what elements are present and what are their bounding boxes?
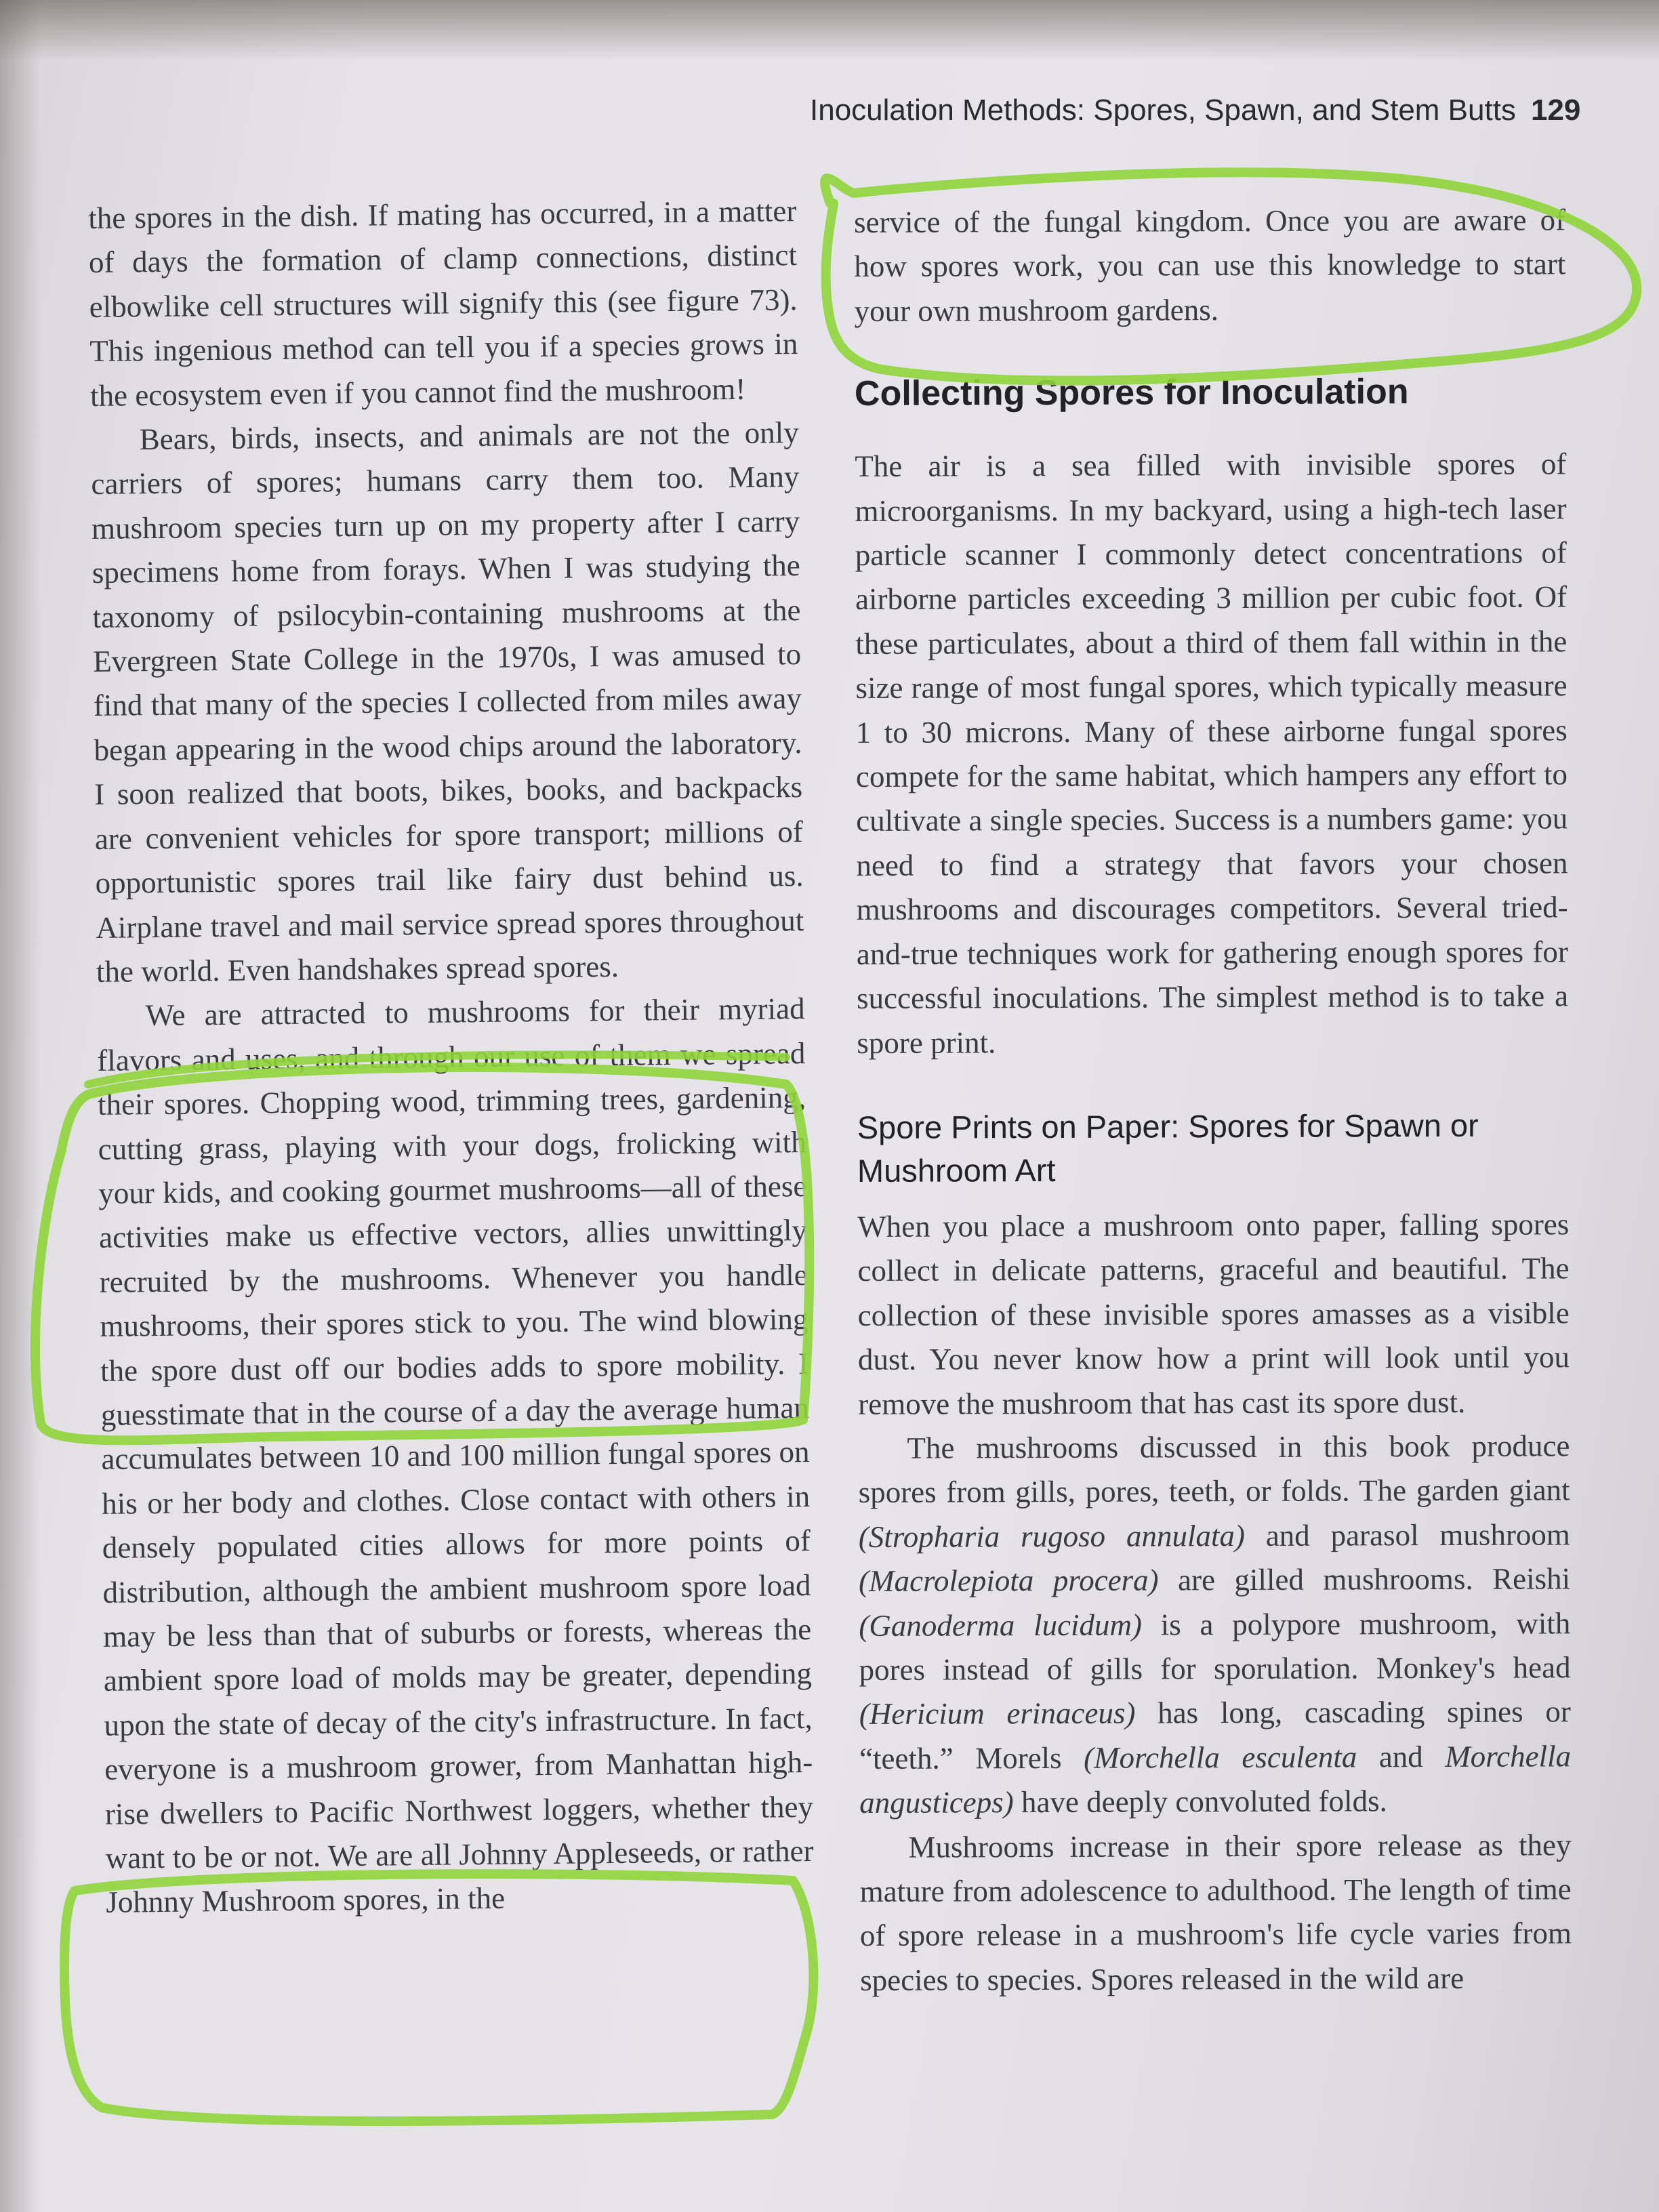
text-run: is a polypore mushroom, with pores instead of gills for sporulation. Monkey's head (859, 1605, 1571, 1687)
page-gutter-shadow (0, 0, 41, 2212)
text-run: has long, cascading spines or “teeth.” Morels (859, 1694, 1571, 1776)
species-name: (Ganoderma lucidum) (859, 1607, 1143, 1643)
text-run: are gilled mushrooms. Reishi (1158, 1561, 1571, 1597)
page-number: 129 (1530, 94, 1581, 127)
running-header (810, 94, 1633, 134)
left-column (88, 189, 815, 1925)
species-name: (Morchella esculenta (1084, 1740, 1357, 1775)
text-run: and (1357, 1739, 1446, 1774)
right-paragraph-2: When you place a mushroom onto paper, falling spores collect in delicate patterns, graceful and beautiful. The collection of these invisible spores amasses as a visible dust. You never know how a print will look until you remove the mushroom that has cast its spore dust. (857, 1207, 1570, 1421)
right-paragraph-4: Mushrooms increase in their spore release as they mature from adolescence to adulthood. The length of time of spore release in a mushroom's life cycle varies from species to species. Spores released in the wild are (859, 1827, 1572, 1997)
species-name: (Stropharia rugoso annulata) (858, 1518, 1246, 1554)
left-paragraph-2: Bears, birds, insects, and animals are not the only carriers of spores; humans carry them too. Many mushroom species turn up on my property after I carry specimens home from forays. When I was studying the taxonomy of psilocybin-containing mushrooms at the Evergreen State College in the 1970s, I was amused to find that many of the species I collected from miles away began appearing in the wood chips around the laboratory. I soon realized that boots, bikes, books, and backpacks are convenient vehicles for spore transport; millions of opportunistic spores trail like fairy dust behind us. Airplane travel and mail service spread spores throughout the world. Even handshakes spread spores. (91, 415, 804, 989)
text-run: and parasol mushroom (1244, 1517, 1570, 1553)
text-run: have deeply convoluted folds. (1013, 1784, 1387, 1820)
page-top-shadow (0, 0, 1659, 61)
subsection-heading: Spore Prints on Paper: Spores for Spawn or Mushroom Art (857, 1107, 1479, 1189)
right-column (854, 198, 1572, 2003)
left-paragraph-3: We are attracted to mushrooms for their myriad flavors and uses, and through our use of them we spread their spores. Chopping wood, trimming trees, gardening, cutting grass, playing with your dogs, frolicking with your kids, and cooking gourmet mushrooms—all of these activities make us effective vectors, allies unwittingly recruited by the mushrooms. Whenever you handle mushrooms, their spores stick to you. The wind blowing the spore dust off our bodies adds to spore mobility. I guesstimate that in the course of a day the average human accumulates between 10 and 100 million fungal spores on his or her body and clothes. Close contact with others in densely populated cities allows for more points of distribution, although the ambient mushroom spore load may be less than that of suburbs or forests, whereas the ambient spore load of molds may be greater, depending upon the state of decay of the city's infrastructure. In fact, everyone is a mushroom grower, from Manhattan high-rise dwellers to Pacific Northwest loggers, whether they want to be or not. We are all Johnny Appleseeds, or rather Johnny Mushroom spores, in the (97, 991, 814, 1920)
right-paragraph-0: service of the fungal kingdom. Once you are aware of how spores work, you can use this knowledge to start your own mushroom gardens. (854, 203, 1566, 328)
species-name: (Macrolepiota procera) (859, 1563, 1159, 1599)
right-paragraph-3 (858, 1424, 1571, 1825)
section-heading: Collecting Spores for Inoculation (854, 372, 1409, 414)
right-paragraph-1: The air is a sea filled with invisible spores of microorganisms. In my backyard, using a high-tech laser particle scanner I commonly detect concentrations of airborne particles exceeding 3 million per cubic foot. Of these particulates, about a third of them fall within in the size range of most fungal spores, which typically measure 1 to 30 microns. Many of these airborne fungal spores compete for the same habitat, which hampers any effort to cultivate a single species. Success is a numbers game: you need to find a strategy that favors your chosen mushrooms and discourages competitors. Several tried-and-true techniques work for gathering enough spores for successful inoculations. The simplest method is to take a spore print. (855, 447, 1569, 1060)
left-paragraph-1: the spores in the dish. If mating has occurred, in a matter of days the formation of clamp connections, distinct elbowlike cell structures will signify this (see figure 73). This ingenious method can tell you if a species grows in the ecosystem even if you cannot find the mushroom! (88, 194, 798, 413)
running-title: Inoculation Methods: Spores, Spawn, and Stem Butts (810, 94, 1516, 127)
species-name: Morchella angusticeps) (859, 1739, 1572, 1820)
species-name: (Hericium erinaceus) (859, 1696, 1136, 1732)
text-run: The mushrooms discussed in this book produce spores from gills, pores, teeth, or folds. The garden giant (858, 1429, 1570, 1510)
